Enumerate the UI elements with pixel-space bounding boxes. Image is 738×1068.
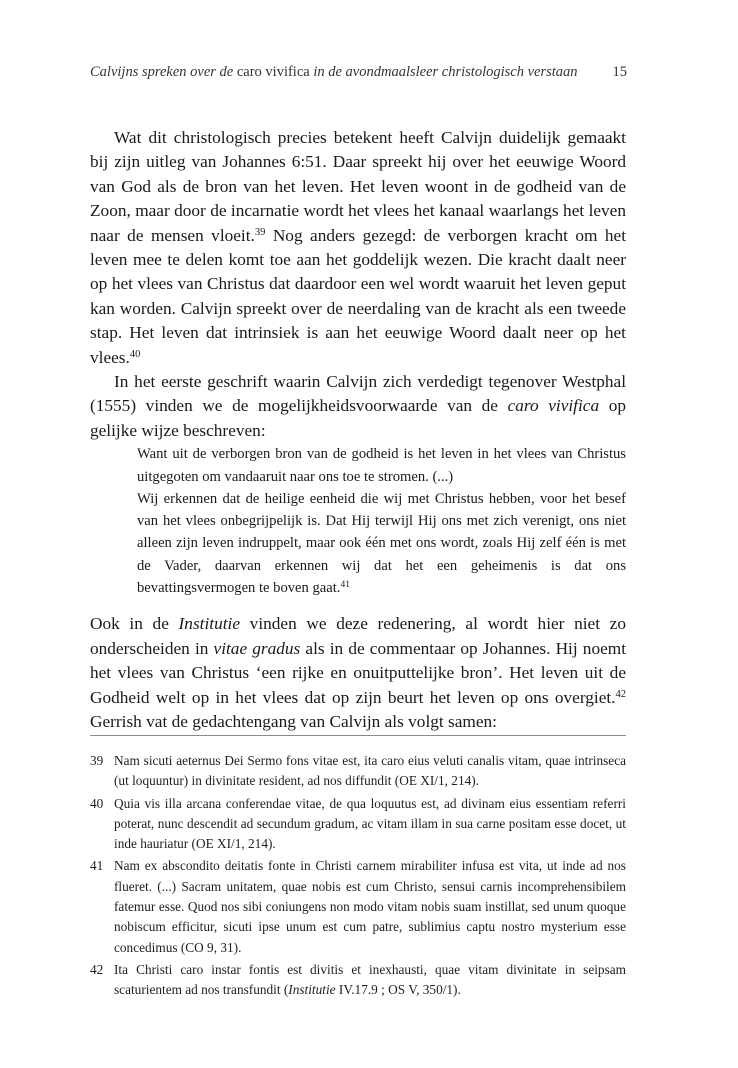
footnote-ref: 42 — [615, 688, 626, 700]
paragraph: Ook in de Institutie vinden we deze redenering, al wordt hier niet zo onderscheiden in vitae gradus als in de commentaar op Johannes. Hij noemt het vlees van Christus ‘een rijke en onuitputtelijke bron’. Het leven uit de Godheid welt op in het vlees dat op zijn beurt het leven op ons overgiet.$^{42}$ Gerrish vat de gedachtengang van Calvijn als volgt samen: — [90, 614, 626, 731]
footnote-ref: 39 — [254, 226, 266, 238]
main-text — [90, 126, 626, 734]
footnote-ref: 41 — [340, 580, 350, 591]
footnote-text: Ita Christi caro instar fontis est divitis et inexhausti, quae vitam divinitate in seipsam scaturientem ad nos transfundit (Institutie IV.17.9 ; OS V, 350/1). — [114, 961, 626, 998]
footnotes — [90, 751, 626, 1003]
footnote-ref: 40 — [129, 348, 141, 360]
footnote-divider — [90, 735, 626, 736]
quote-paragraph: Wij erkennen dat de heilige eenheid die wij met Christus hebben, voor het besef van het vlees onbegrijpelijk is. Dat Hij terwijl Hij ons met zich verenigt, ons niet alleen zijn leven indruppelt, maar ook één met ons wordt, zoals Hij zelf één is met de Vader, daarvan erkennen wij dat het een geheimenis is dat ons bevattingsvermogen te boven gaat.$^{41}$ — [137, 490, 626, 597]
page-number: 15 — [612, 64, 627, 80]
footnote-text: Nam sicuti aeternus Dei Sermo fons vitae est, ita caro eius veluti canalis vitam, quae intrinseca (ut loquuntur) in divinitate resident, ad nos diffundit (OE XI/1, 214). — [114, 753, 626, 789]
footnote — [90, 751, 626, 792]
running-header — [90, 62, 627, 82]
footnote-number: 40 — [90, 795, 104, 811]
footnote — [90, 960, 626, 1001]
footnote-text: Quia vis illa arcana conferendae vitae, de qua loquutus est, ad divinam eius essentiam referri poterat, nunc descendit ad secundum gradum, ac vitam illam in sua carne positam esse docet, ut inde hauriatur (OE XI/1, 214). — [114, 795, 626, 852]
paragraph: Wat dit christologisch precies betekent heeft Calvijn duidelijk gemaakt bij zijn uitleg van Johannes 6:51. Daar spreekt hij over het eeuwige Woord van God als de bron van het leven. Het leven woont in de godheid van de Zoon, maar door de incarnatie wordt het vlees het kanaal waarlangs het leven naar de mensen vloeit.$^{39}$ Nog anders gezegd: de verborgen kracht om het leven mee te delen komt toe aan het goddelijk wezen. Die kracht daalt neer op het vlees van Christus dat daardoor een wel wordt waaruit het leven geput kan worden. Calvijn spreekt over de neerdaling van de kracht als een tweede stap. Het leven dat intrinsiek is aan het eeuwige Woord daalt neer op het vlees.$^{40}$ — [90, 128, 626, 367]
footnote-number: 39 — [90, 753, 104, 768]
footnote — [90, 794, 626, 855]
quote-paragraph: Want uit de verborgen bron van de godheid is het leven in het vlees van Christus uitgegoten om vandaaruit naar ons toe te stromen. (...) — [137, 446, 626, 485]
footnote-number: 42 — [90, 961, 104, 977]
footnote-text: Nam ex abscondito deitatis fonte in Christi carnem mirabiliter infusa est vita, ut inde ad nos flueret. (...) Sacram unitatem, quae nobis est cum Christo, sensui carnis incomprehensibilem fatemur esse. Quod nos sibi coniungens non modo vitam nobis suam instillat, sed unum quoque nobiscum efficitur, sicuti ipse unum est cum patre, sublimius captu nostro mysterium esse concedimus (CO 9, 31). — [114, 858, 626, 955]
paragraph: In het eerste geschrift waarin Calvijn zich verdedigt tegenover Westphal (1555) vinden we de mogelijkheidsvoorwaarde van de caro vivifica op gelijke wijze beschreven: — [90, 372, 627, 440]
footnote-number: 41 — [90, 858, 104, 874]
block-quote — [137, 443, 626, 599]
running-title: Calvijns spreken over de caro vivifica in de avondmaalsleer christologisch verstaan — [90, 64, 578, 80]
footnote — [90, 856, 626, 957]
